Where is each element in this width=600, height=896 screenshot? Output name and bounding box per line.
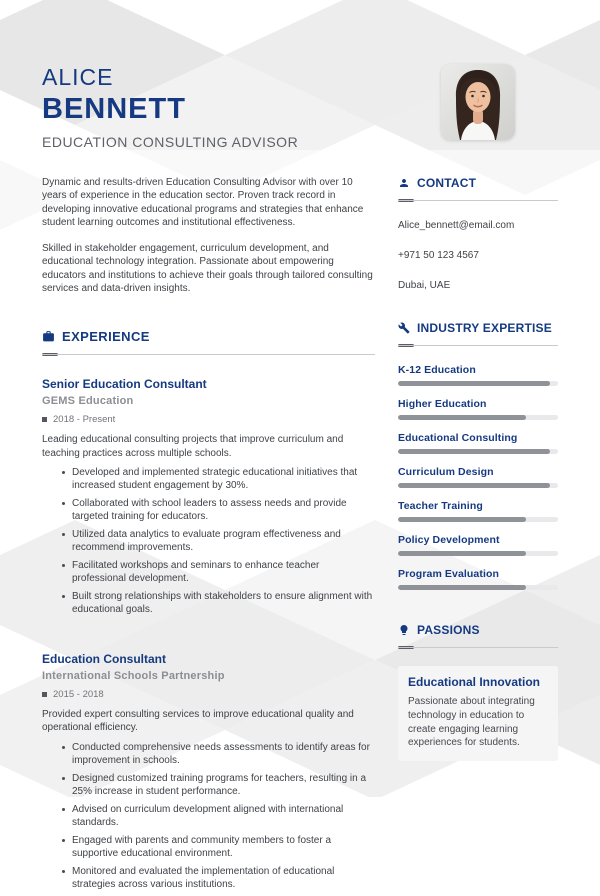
passion-item <box>398 666 558 761</box>
passion-title: Educational Innovation <box>408 675 541 689</box>
header <box>0 0 600 150</box>
job-dates-label: 2015 - 2018 <box>53 688 104 700</box>
wrench-icon <box>398 322 410 334</box>
job-bullet: Facilitated workshops and seminars to enhance teacher professional development. <box>42 559 375 585</box>
skill-label: Teacher Training <box>398 500 483 512</box>
section-rule <box>398 344 558 348</box>
section-rule <box>398 646 558 650</box>
skill-item <box>398 398 558 420</box>
passion-text: Passionate about integrating technology in education to create engaging learning experiences for students. <box>408 696 535 749</box>
last-name: BENNETT <box>42 93 186 125</box>
contact-email: Alice_bennett@email.com <box>398 220 515 231</box>
job-entry <box>42 652 375 891</box>
main-column <box>42 176 375 896</box>
skill-label: Educational Consulting <box>398 432 518 444</box>
contact-heading-label: CONTACT <box>417 176 477 190</box>
contact-location: Dubai, UAE <box>398 280 451 291</box>
skill-bar-track <box>398 381 558 386</box>
skill-bar-fill <box>398 381 550 386</box>
job-title-subtitle: EDUCATION CONSULTING ADVISOR <box>42 134 299 150</box>
section-rule <box>398 199 558 203</box>
first-name: ALICE <box>42 64 114 90</box>
job-bullets <box>42 741 375 891</box>
person-icon <box>398 177 410 189</box>
avatar <box>441 64 515 140</box>
skill-label: Curriculum Design <box>398 466 494 478</box>
job-bullet: Utilized data analytics to evaluate program effectiveness and recommend improvements. <box>42 528 375 554</box>
contact-section <box>398 176 558 291</box>
job-company: International Schools Partnership <box>42 669 225 682</box>
job-bullet: Monitored and evaluated the implementation of educational strategies across various institutions. <box>42 865 375 891</box>
job-dates-label: 2018 - Present <box>53 414 116 426</box>
summary-section <box>42 176 375 295</box>
contact-heading <box>398 176 558 190</box>
job-dates <box>42 689 375 700</box>
expertise-heading-label: INDUSTRY EXPERTISE <box>417 321 552 335</box>
briefcase-icon <box>42 330 55 343</box>
experience-heading <box>42 329 375 344</box>
job-company: GEMS Education <box>42 395 134 408</box>
skill-bar-fill <box>398 551 526 556</box>
job-dates <box>42 414 375 425</box>
skill-bar-track <box>398 517 558 522</box>
profile-photo <box>441 64 515 140</box>
lightbulb-icon <box>398 624 410 636</box>
skill-bar-fill <box>398 449 550 454</box>
skill-item <box>398 568 558 590</box>
skill-item <box>398 364 558 386</box>
job-title: Senior Education Consultant <box>42 377 207 392</box>
job-bullets <box>42 466 375 616</box>
skill-label: Program Evaluation <box>398 568 499 580</box>
skill-bar-track <box>398 551 558 556</box>
contact-phone: +971 50 123 4567 <box>398 250 479 261</box>
skill-item <box>398 466 558 488</box>
job-title: Education Consultant <box>42 651 166 666</box>
skill-bar-track <box>398 415 558 420</box>
skill-bar-fill <box>398 415 526 420</box>
job-bullet: Conducted comprehensive needs assessments to identify areas for improvement in schools. <box>42 741 375 767</box>
experience-heading-label: EXPERIENCE <box>62 329 150 345</box>
experience-section <box>42 329 375 890</box>
skill-item <box>398 500 558 522</box>
job-entry <box>42 377 375 616</box>
skill-bar-fill <box>398 517 526 522</box>
skill-bar-track <box>398 483 558 488</box>
job-intro: Leading educational consulting projects that improve curriculum and teaching practices across multiple schools. <box>42 434 344 459</box>
expertise-heading <box>398 321 558 335</box>
skill-label: K-12 Education <box>398 364 476 376</box>
skill-bar-fill <box>398 585 526 590</box>
expertise-section <box>398 321 558 590</box>
passions-heading <box>398 623 558 637</box>
job-bullet: Engaged with parents and community members to foster a supportive educational environment. <box>42 834 375 860</box>
skill-bar-track <box>398 585 558 590</box>
square-bullet-icon <box>42 692 47 697</box>
skill-item <box>398 432 558 454</box>
skill-label: Higher Education <box>398 398 487 410</box>
job-bullet: Advised on curriculum development aligned with international standards. <box>42 803 375 829</box>
passions-heading-label: PASSIONS <box>417 623 480 637</box>
skill-bar-track <box>398 449 558 454</box>
summary-paragraph: Dynamic and results-driven Education Consulting Advisor with over 10 years of experience in the education sector. Proven track record in developing innovative educational programs and strategies that enhance student learning outcomes and institutional effectiveness. <box>42 177 364 228</box>
job-bullet: Developed and implemented strategic educational initiatives that increased student engagement by 30%. <box>42 466 375 492</box>
job-intro: Provided expert consulting services to improve educational quality and operational efficiency. <box>42 708 354 734</box>
skill-bar-fill <box>398 483 550 488</box>
job-bullet: Collaborated with school leaders to assess needs and provide targeted training for educators. <box>42 497 375 523</box>
skill-item <box>398 534 558 556</box>
square-bullet-icon <box>42 417 47 422</box>
job-bullet: Built strong relationships with stakeholders to ensure alignment with educational goals. <box>42 590 375 616</box>
section-rule <box>42 353 375 357</box>
skill-label: Policy Development <box>398 534 500 546</box>
summary-paragraph: Skilled in stakeholder engagement, curriculum development, and educational technology integration. Passionate about empowering educators and institutions to achieve their goals through tailored consulting services and data-driven insights. <box>42 243 373 295</box>
job-bullet: Designed customized training programs for teachers, resulting in a 25% increase in student performance. <box>42 772 375 798</box>
passions-section <box>398 623 558 761</box>
skills-list <box>398 364 558 590</box>
sidebar-column <box>398 176 558 896</box>
